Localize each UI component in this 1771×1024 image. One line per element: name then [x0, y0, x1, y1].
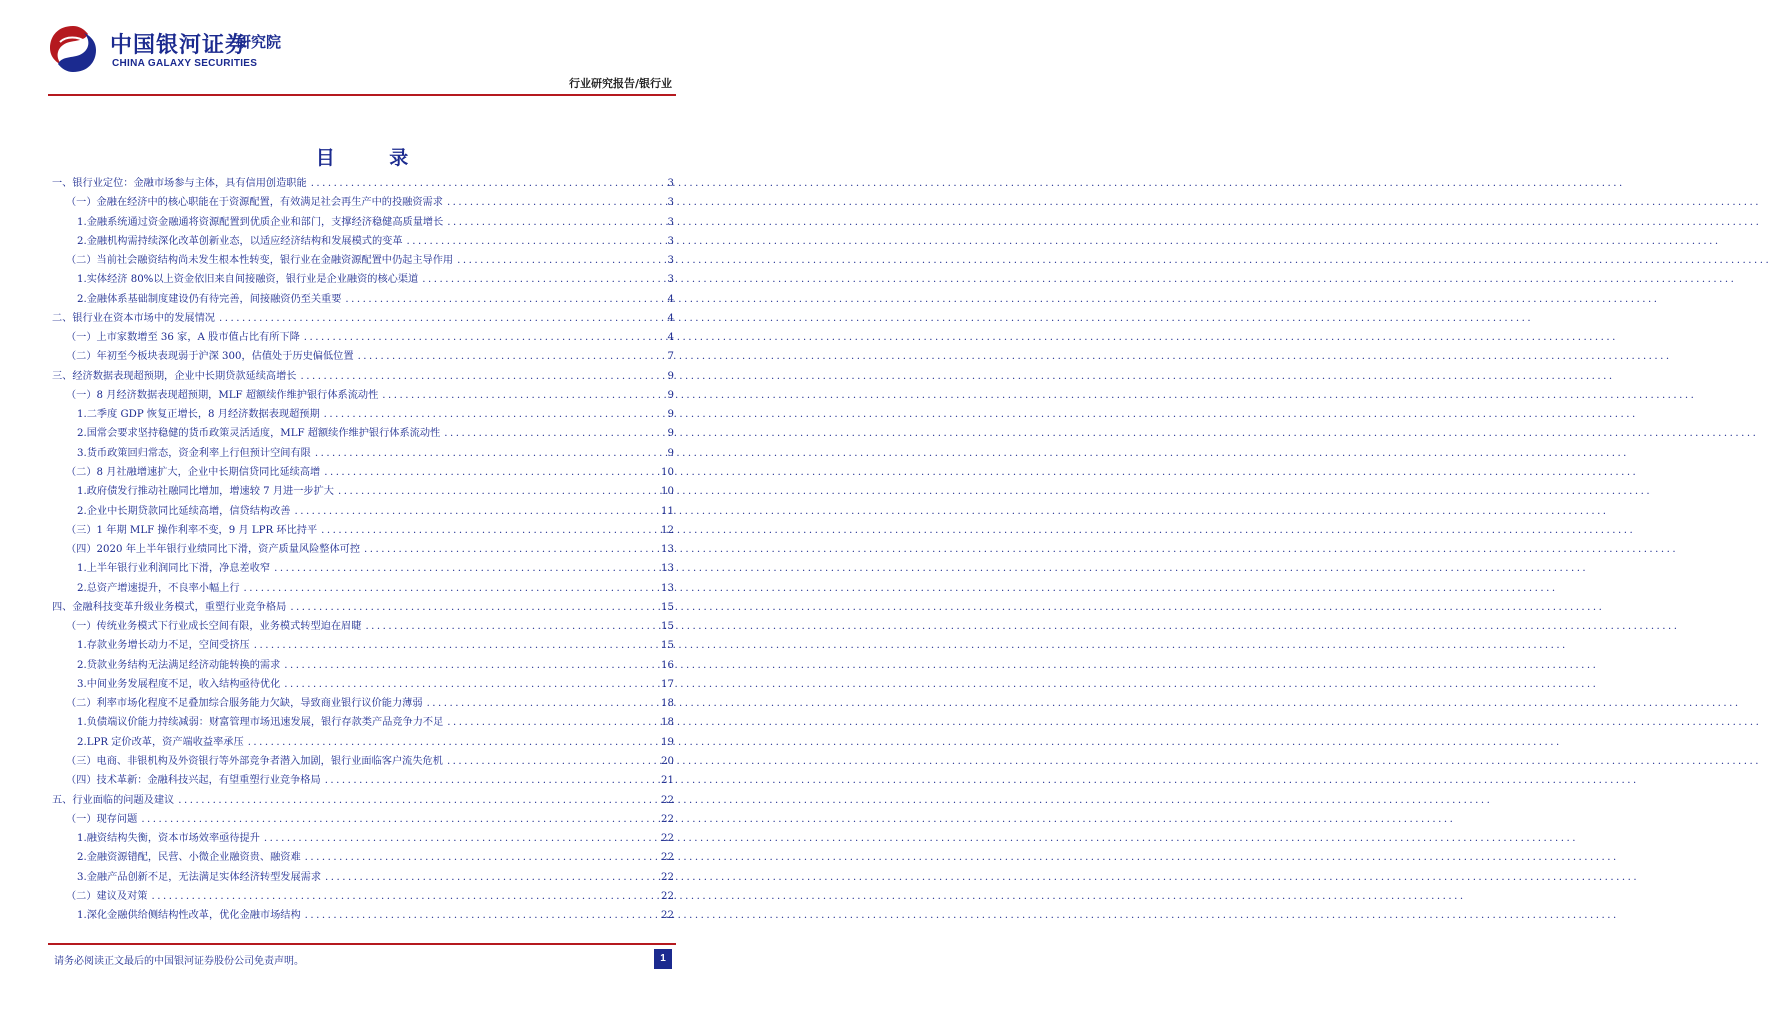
toc-entry-text: 1.深化金融供给侧结构性改革，优化金融市场结构 [77, 910, 301, 922]
toc-dot-leader [315, 444, 658, 463]
toc-entry-text: 2.金融机构需持续深化改革创新业态，以适应经济结构和发展模式的变革 [77, 235, 403, 247]
toc-entry-page: 22 [661, 813, 674, 825]
toc-dot-leader [447, 752, 657, 771]
toc-dot-leader [447, 213, 658, 232]
toc-dot-leader [305, 906, 657, 925]
toc-entry-text: （四）技术革新：金融科技兴起，有望重塑行业竞争格局 [66, 775, 321, 787]
toc-entry-text: （二）建议及对策 [66, 890, 148, 902]
toc-entry-text: 三、经济数据表现超预期，企业中长期贷款延续高增长 [52, 370, 297, 382]
footer-divider [48, 943, 676, 945]
toc-entry-level-3[interactable] [52, 848, 674, 867]
toc-dot-leader [338, 482, 657, 501]
toc-entry-page: 4 [667, 332, 674, 344]
toc-entry-level-3[interactable] [52, 656, 674, 675]
toc-entry-text: （三）1 年期 MLF 操作利率不变，9 月 LPR 环比持平 [66, 524, 318, 536]
footer-disclaimer: 请务必阅读正文最后的中国银河证券股份公司免责声明。 [54, 956, 304, 967]
toc-entry-text: 2.金融体系基础制度建设仍有待完善，间接融资仍至关重要 [77, 293, 342, 305]
toc-entry-page: 22 [661, 794, 674, 806]
report-category: 行业研究报告/银行业 [568, 77, 672, 90]
toc-entry-level-3[interactable] [52, 636, 674, 655]
toc-entry-page: 22 [661, 890, 674, 902]
toc-entry-page: 18 [661, 698, 674, 710]
toc-entry-text: 1.二季度 GDP 恢复正增长，8 月经济数据表现超预期 [77, 409, 320, 421]
toc-entry-page: 17 [661, 678, 674, 690]
toc-entry-page: 10 [661, 486, 674, 498]
toc-entry-text: （二）年初至今板块表现弱于沪深 300，估值处于历史偏低位置 [66, 351, 354, 363]
toc-entry-page: 3 [667, 197, 674, 209]
toc-entry-page: 3 [667, 235, 674, 247]
toc-entry-page: 20 [661, 755, 674, 767]
toc-title: 目 录 [315, 147, 433, 169]
toc-entry-level-2[interactable] [52, 887, 674, 906]
toc-dot-leader [382, 386, 658, 405]
toc-entry-level-3[interactable] [52, 290, 674, 309]
toc-entry-page: 3 [667, 255, 674, 267]
toc-entry-level-2[interactable] [52, 347, 674, 366]
toc-entry-text: 一、银行业定位：金融市场参与主体，具有信用创造职能 [52, 178, 307, 189]
toc-entry-page: 22 [661, 852, 674, 864]
toc-entry-text: 四、金融科技变革升级业务模式，重塑行业竞争格局 [52, 601, 287, 613]
toc-dot-leader [422, 270, 658, 289]
toc-dot-leader [284, 675, 657, 694]
toc-entry-text: （一）现存问题 [66, 813, 138, 825]
toc-dot-leader [264, 829, 657, 848]
toc-entry-level-3[interactable] [52, 270, 674, 289]
toc-entry-page: 15 [661, 621, 674, 633]
toc-dot-leader [152, 887, 658, 906]
toc-entry-level-2[interactable] [52, 193, 674, 212]
toc-dot-leader [178, 791, 657, 810]
page-number: 1 [654, 949, 672, 969]
toc-entry-level-3[interactable] [52, 444, 674, 463]
toc-entry-page: 22 [661, 910, 674, 922]
toc-entry-page: 9 [667, 389, 674, 401]
toc-entry-level-2[interactable] [52, 810, 674, 829]
toc-entry-text: （二）利率市场化程度不足叠加综合服务能力欠缺，导致商业银行议价能力薄弱 [66, 698, 423, 710]
toc-dot-leader [407, 232, 658, 251]
toc-entry-page: 15 [661, 601, 674, 613]
toc-dot-leader [324, 463, 657, 482]
company-logo [46, 22, 306, 78]
toc-entry-text: 3.金融产品创新不足，无法满足实体经济转型发展需求 [77, 871, 322, 883]
toc-entry-level-2[interactable] [52, 694, 674, 713]
toc-entry-page: 12 [661, 524, 674, 536]
toc-entry-text: 1.金融系统通过资金融通将资源配置到优质企业和部门，支撑经济稳健高质量增长 [77, 216, 444, 228]
toc-dot-leader [244, 579, 658, 598]
toc-entry-page: 15 [661, 640, 674, 652]
toc-dot-leader [311, 174, 658, 193]
toc-entry-text: （一）8 月经济数据表现超预期，MLF 超额续作维护银行体系流动性 [66, 389, 379, 401]
toc-entry-page: 3 [667, 178, 674, 189]
toc-entry-level-3[interactable] [52, 906, 674, 925]
toc-entry-page: 22 [661, 833, 674, 845]
toc-dot-leader [284, 656, 657, 675]
toc-entry-page: 9 [667, 370, 674, 382]
toc-entry-level-1[interactable] [52, 598, 674, 617]
toc-entry-level-3[interactable] [52, 482, 674, 501]
toc-dot-leader [305, 848, 657, 867]
toc-entry-page: 19 [661, 736, 674, 748]
toc-entry-level-2[interactable] [52, 540, 674, 559]
toc-entry-text: （四）2020 年上半年银行业绩同比下滑，资产质量风险整体可控 [66, 544, 361, 556]
toc-entry-text: 2.国常会要求坚持稳健的货币政策灵活适度，MLF 超额续作维护银行体系流动性 [77, 428, 441, 440]
header-divider [48, 94, 676, 96]
toc-entry-page: 7 [667, 351, 674, 363]
toc-entry-text: （二）8 月社融增速扩大，企业中长期信贷同比延续高增 [66, 466, 321, 478]
toc-entry-page: 13 [661, 582, 674, 594]
toc-entry-text: 1.上半年银行业利润同比下滑，净息差收窄 [77, 563, 271, 575]
toc-entry-text: 1.实体经济 80%以上资金依旧来自间接融资，银行业是企业融资的核心渠道 [77, 274, 419, 286]
toc-dot-leader [365, 617, 657, 636]
toc-dot-leader [304, 328, 658, 347]
table-of-contents [52, 174, 674, 925]
toc-entry-page: 13 [661, 563, 674, 575]
toc-entry-level-2[interactable] [52, 328, 674, 347]
toc-dot-leader [444, 424, 658, 443]
toc-entry-level-2[interactable] [52, 617, 674, 636]
toc-entry-text: 五、行业面临的问题及建议 [52, 794, 175, 806]
toc-dot-leader [364, 540, 657, 559]
toc-entry-level-3[interactable] [52, 213, 674, 232]
toc-entry-level-1[interactable] [52, 174, 674, 193]
toc-dot-leader [325, 868, 657, 887]
toc-entry-text: 2.总资产增速提升，不良率小幅上行 [77, 582, 240, 594]
toc-entry-page: 3 [667, 274, 674, 286]
toc-dot-leader [294, 502, 657, 521]
toc-entry-level-1[interactable] [52, 791, 674, 810]
toc-dot-leader [447, 193, 658, 212]
toc-dot-leader [345, 290, 658, 309]
toc-entry-level-3[interactable] [52, 405, 674, 424]
toc-entry-text: 二、银行业在资本市场中的发展情况 [52, 312, 215, 324]
toc-entry-text: 3.中间业务发展程度不足，收入结构亟待优化 [77, 678, 281, 690]
toc-dot-leader [358, 347, 658, 366]
toc-entry-text: 2.金融资源错配，民营、小微企业融资贵、融资难 [77, 852, 301, 864]
toc-entry-page: 22 [661, 871, 674, 883]
toc-entry-text: 3.货币政策回归常态，资金利率上行但预计空间有限 [77, 447, 311, 459]
toc-dot-leader [141, 810, 657, 829]
toc-entry-level-3[interactable] [52, 502, 674, 521]
toc-entry-page: 4 [667, 312, 674, 324]
toc-entry-level-2[interactable] [52, 463, 674, 482]
toc-entry-text: 1.负债端议价能力持续减弱：财富管理市场迅速发展，银行存款类产品竞争力不足 [77, 717, 444, 729]
toc-entry-text: （二）当前社会融资结构尚未发生根本性转变，银行业在金融资源配置中仍起主导作用 [66, 255, 454, 267]
toc-entry-level-3[interactable] [52, 675, 674, 694]
toc-entry-level-2[interactable] [52, 752, 674, 771]
toc-entry-level-3[interactable] [52, 733, 674, 752]
toc-entry-page: 9 [667, 428, 674, 440]
galaxy-logo-mark-icon [46, 22, 100, 76]
toc-entry-level-3[interactable] [52, 579, 674, 598]
toc-entry-text: 2.企业中长期贷款同比延续高增，信贷结构改善 [77, 505, 291, 517]
toc-dot-leader [274, 559, 657, 578]
toc-dot-leader [219, 309, 658, 328]
toc-entry-level-2[interactable] [52, 251, 674, 270]
toc-entry-level-3[interactable] [52, 559, 674, 578]
toc-entry-page: 9 [667, 447, 674, 459]
toc-entry-text: （一）传统业务模式下行业成长空间有限，业务模式转型迫在眉睫 [66, 621, 362, 633]
logo-chinese-name: 中国银河证券 [110, 33, 249, 58]
toc-entry-text: 2.LPR 定价改革，资产端收益率承压 [77, 736, 244, 748]
toc-entry-level-3[interactable] [52, 868, 674, 887]
toc-entry-page: 13 [661, 544, 674, 556]
toc-dot-leader [301, 367, 659, 386]
toc-entry-level-1[interactable] [52, 367, 674, 386]
toc-dot-leader [254, 636, 657, 655]
toc-entry-page: 18 [661, 717, 674, 729]
toc-entry-level-2[interactable] [52, 521, 674, 540]
toc-entry-level-3[interactable] [52, 713, 674, 732]
toc-entry-page: 16 [661, 659, 674, 671]
toc-entry-level-2[interactable] [52, 771, 674, 790]
toc-entry-text: 2.贷款业务结构无法满足经济动能转换的需求 [77, 659, 281, 671]
logo-english-name: CHINA GALAXY SECURITIES [112, 58, 258, 69]
toc-dot-leader [427, 694, 657, 713]
logo-institute-name: 研究院 [236, 33, 282, 51]
toc-entry-level-2[interactable] [52, 386, 674, 405]
toc-entry-page: 21 [661, 775, 674, 787]
toc-entry-level-3[interactable] [52, 424, 674, 443]
toc-entry-text: 1.融资结构失衡，资本市场效率亟待提升 [77, 833, 260, 845]
toc-entry-text: 1.存款业务增长动力不足，空间受挤压 [77, 640, 250, 652]
toc-entry-level-3[interactable] [52, 829, 674, 848]
toc-entry-page: 4 [667, 293, 674, 305]
toc-dot-leader [248, 733, 657, 752]
toc-dot-leader [290, 598, 657, 617]
toc-entry-page: 10 [661, 466, 674, 478]
toc-entry-text: （一）上市家数增至 36 家，A 股市值占比有所下降 [66, 332, 300, 344]
toc-dot-leader [447, 713, 657, 732]
toc-entry-page: 3 [667, 216, 674, 228]
toc-entry-level-3[interactable] [52, 232, 674, 251]
toc-entry-text: 1.政府债发行推动社融同比增加，增速较 7 月进一步扩大 [77, 486, 334, 498]
toc-dot-leader [325, 771, 657, 790]
toc-entry-level-1[interactable] [52, 309, 674, 328]
toc-dot-leader [321, 521, 657, 540]
toc-dot-leader [324, 405, 658, 424]
toc-entry-text: （三）电商、非银机构及外资银行等外部竞争者潜入加剧，银行业面临客户流失危机 [66, 755, 443, 767]
toc-entry-text: （一）金融在经济中的核心职能在于资源配置，有效满足社会再生产中的投融资需求 [66, 197, 443, 209]
toc-dot-leader [457, 251, 658, 270]
toc-entry-page: 11 [661, 505, 674, 517]
toc-entry-page: 9 [667, 409, 674, 421]
